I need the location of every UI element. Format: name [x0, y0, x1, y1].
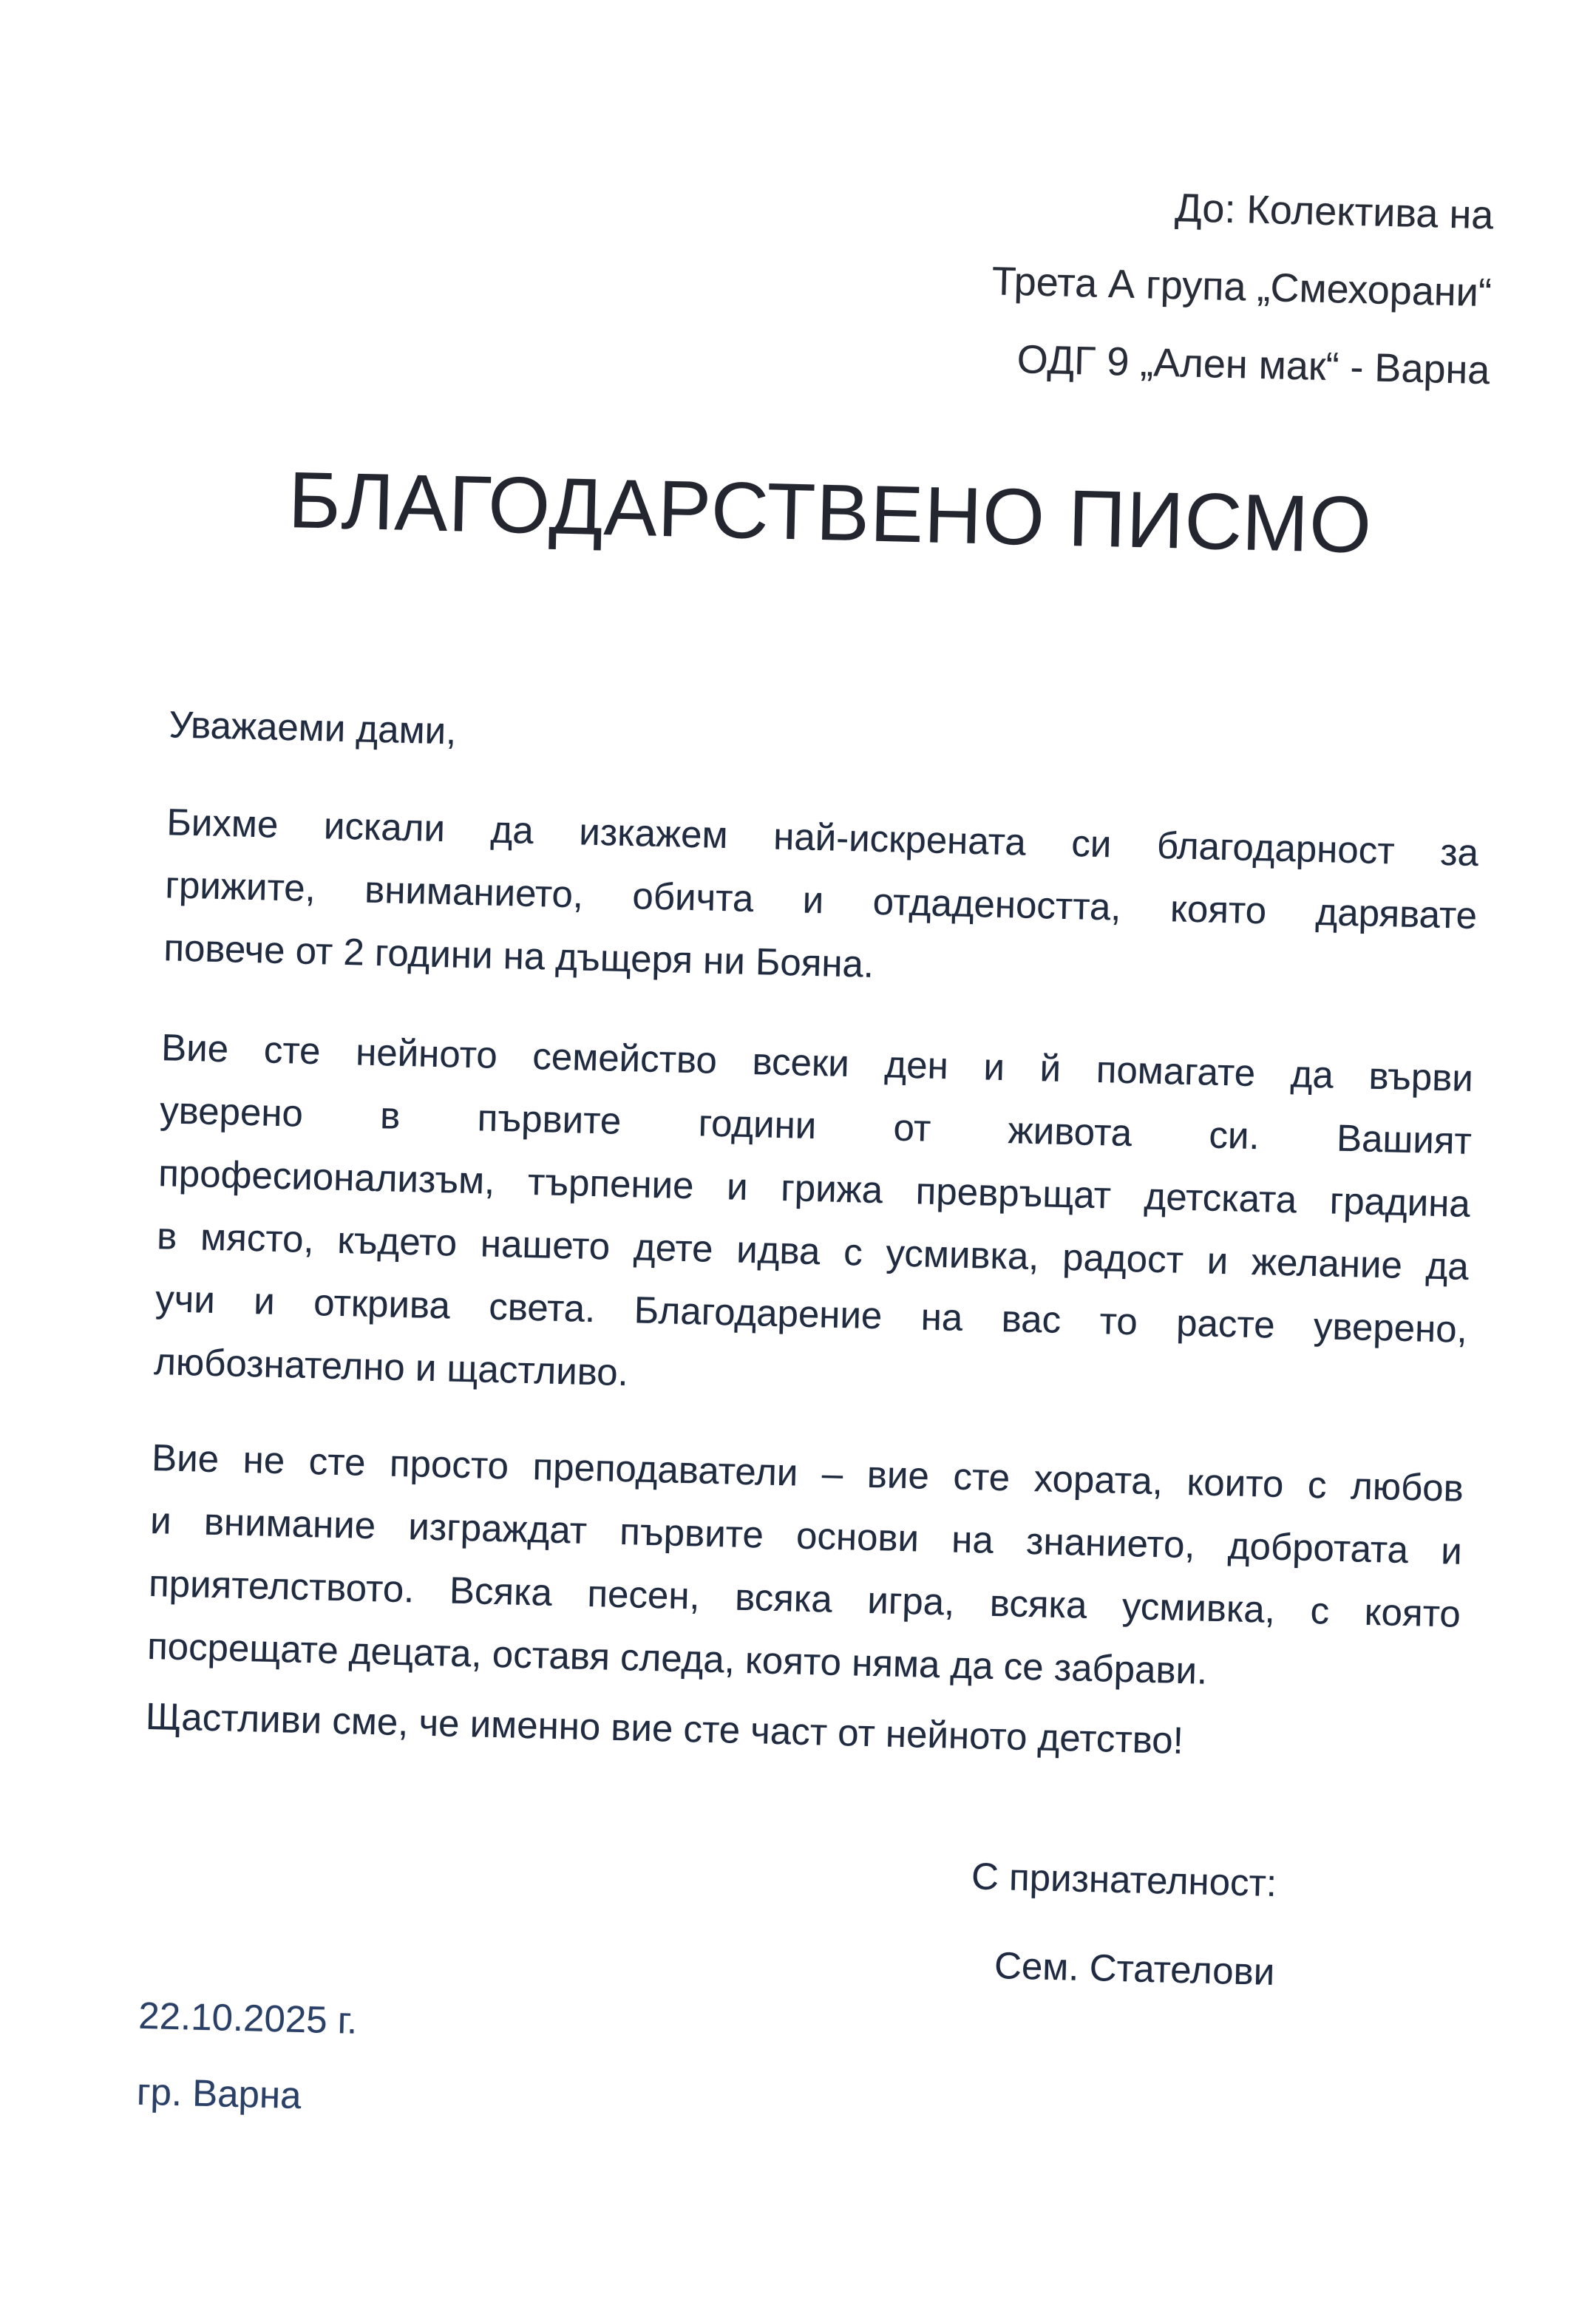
paragraph-gratitude — [163, 790, 1480, 1010]
letter-title: БЛАГОДАРСТВЕНО ПИСМО — [287, 454, 1373, 570]
paragraph-line: уверено в първите години от живота си. Вашият — [159, 1089, 1473, 1162]
closing-line: Щастливи сме, че именно вие сте част от нейното детство! — [145, 1694, 1184, 1762]
paragraph-line: професионализъм, търпение и грижа превръщат детската градина — [157, 1152, 1471, 1225]
paragraph-line: Вие не сте просто преподаватели – вие сте хората, които с любов — [151, 1436, 1464, 1510]
recipient-line-kindergarten: ОДГ 9 „Ален мак“ - Варна — [1016, 337, 1491, 393]
signoff-name: Сем. Стателови — [994, 1944, 1275, 1993]
recipient-line-to: До: Колектива на — [1174, 186, 1495, 238]
paragraph-line: любознателно и щастливо. — [153, 1340, 629, 1394]
letter-content — [132, 0, 1498, 2319]
paragraph-line: и внимание изграждат първите основи на знанието, добротата и — [149, 1498, 1463, 1572]
paragraph-line: Вие сте нейното семейство всеки ден и й помагате да върви — [160, 1026, 1474, 1099]
paragraph-line: приятелството. Всяка песен, всяка игра, всяка усмивка, с която — [148, 1561, 1461, 1635]
paragraph-family — [153, 1016, 1474, 1424]
date-line: 22.10.2025 г. — [137, 1994, 359, 2042]
paragraph-teachers — [146, 1426, 1464, 1708]
paragraph-line: повече от 2 години на дъщеря ни Бояна. — [163, 926, 875, 985]
paragraph-line: Бихме искали да изкажем най-искрената си благодарност за — [166, 801, 1479, 875]
date-place-block — [136, 1984, 1451, 2154]
paragraph-line: учи и открива света. Благодарение на вас то расте уверено, — [154, 1277, 1468, 1351]
paragraph-line: посрещате децата, оставя следа, която няма да се забрави. — [146, 1624, 1208, 1692]
salutation: Уважаеми дами, — [168, 703, 458, 753]
recipient-line-group: Трета А група „Смехорани“ — [991, 259, 1493, 316]
place-line: гр. Варна — [136, 2070, 302, 2116]
signoff-label: С признателност: — [971, 1855, 1277, 1904]
paragraph-line: грижите, вниманието, обичта и отдадеността, която дарявате — [164, 863, 1478, 937]
recipient-block — [177, 146, 1495, 410]
paragraph-line: в място, където нашето дете идва с усмивка, радост и желание да — [156, 1215, 1470, 1288]
signoff-block — [140, 1825, 1277, 2003]
